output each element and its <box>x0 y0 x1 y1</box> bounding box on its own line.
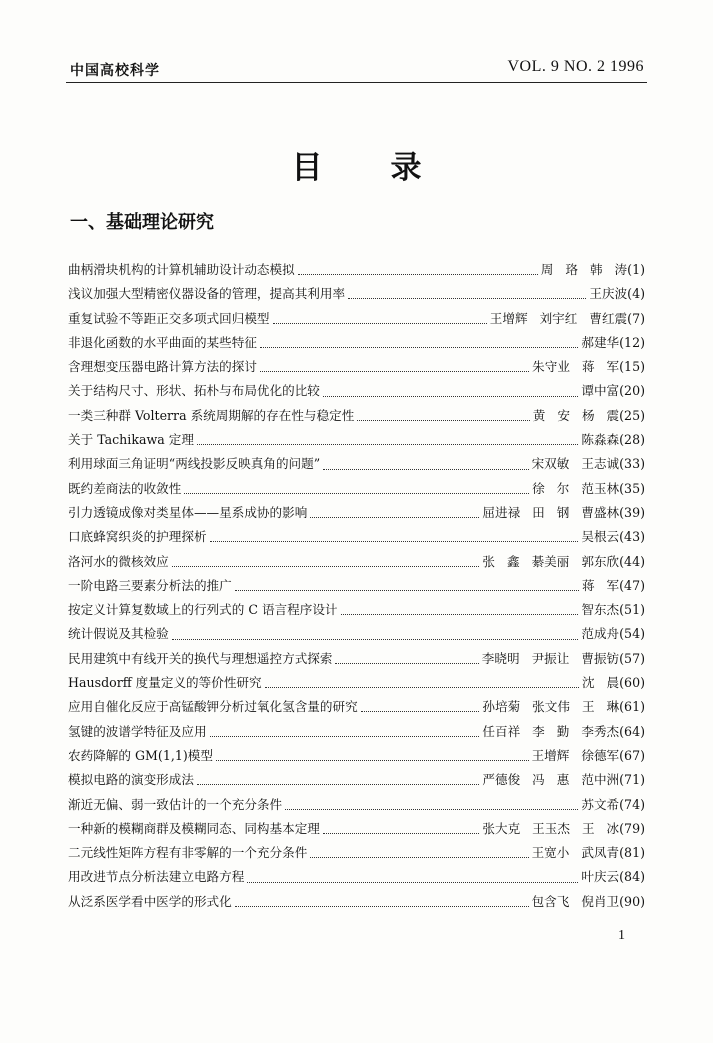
toc-entry-page: (57) <box>619 650 645 666</box>
toc-leader-dots <box>285 808 578 810</box>
toc-entry-authors: 周 珞 韩 涛 <box>540 262 628 277</box>
toc-entry-page: (35) <box>619 480 645 496</box>
toc-entry-authors: 张 鑫 綦美丽 郭东欣 <box>482 553 620 569</box>
toc-entry <box>68 696 645 720</box>
toc-entry <box>68 648 645 672</box>
toc-leader-dots <box>348 297 586 299</box>
toc-entry-title: 统计假说及其检验 <box>68 626 169 642</box>
toc-leader-dots <box>341 613 579 615</box>
toc-leader-dots <box>323 395 578 397</box>
toc-entry-authors: 任百祥 李 勤 李秀杰 <box>482 723 620 739</box>
toc-entry-authors: 屈进禄 田 钢 曹盛林 <box>482 504 620 520</box>
toc-entry <box>68 283 645 307</box>
toc-entry-page: (33) <box>619 456 645 472</box>
toc-entry-title: 二元线性矩阵方程有非零解的一个充分条件 <box>68 845 308 861</box>
toc-entry-page: (12) <box>619 334 645 350</box>
toc-entry-page: (43) <box>619 529 645 545</box>
page-title: 目录 <box>291 150 490 186</box>
toc-entry <box>68 866 645 890</box>
toc-leader-dots <box>361 710 480 712</box>
toc-entry-page: (4) <box>627 286 645 302</box>
toc-leader-dots <box>184 492 529 494</box>
toc-leader-dots <box>210 735 480 737</box>
toc-entry-page: (44) <box>619 553 645 569</box>
toc-entry <box>68 721 645 745</box>
toc-entry-authors: 王宽小 武凤青 <box>531 845 620 861</box>
toc-leader-dots <box>210 540 579 542</box>
toc-entry-page: (74) <box>619 796 645 812</box>
toc-entry-page: (51) <box>619 602 645 618</box>
toc-entry-authors: 范成舟 <box>581 626 620 642</box>
toc-entry-page: (25) <box>619 407 645 423</box>
toc-entry-page: (79) <box>619 820 645 836</box>
toc-leader-dots <box>298 273 538 275</box>
toc-entry-authors: 包含飞 倪肖卫 <box>531 893 620 909</box>
toc-entry <box>68 526 645 550</box>
toc-entry-page: (1) <box>627 262 645 277</box>
toc-leader-dots <box>247 881 578 883</box>
toc-entry-title: 非退化函数的水平曲面的某些特征 <box>68 334 257 350</box>
toc-entry-authors: 王增辉 徐德军 <box>531 747 620 763</box>
toc-entry <box>68 891 645 915</box>
toc-entry-page: (15) <box>619 359 645 375</box>
journal-name: 中国高校科学 <box>70 63 160 79</box>
toc-entry-page: (64) <box>619 723 645 739</box>
toc-entry-authors: 张大克 王玉杰 王 冰 <box>482 820 620 836</box>
toc-entry-page: (54) <box>619 626 645 642</box>
toc-entry-title: 曲柄滑块机构的计算机辅助设计动态模拟 <box>68 262 295 277</box>
toc-entry <box>68 599 645 623</box>
toc-entry-page: (67) <box>619 747 645 763</box>
toc-leader-dots <box>335 662 478 664</box>
toc-entry-authors: 陈淼森 <box>581 432 620 448</box>
toc-entry <box>68 769 645 793</box>
toc-entry-title: 一阶电路三要素分析法的推广 <box>68 577 232 593</box>
toc-entry-page: (60) <box>619 675 645 691</box>
toc-entry <box>68 478 645 502</box>
toc-entry-page: (61) <box>619 699 645 715</box>
toc-entry-title: 利用球面三角证明“两线投影反映真角的问题” <box>68 456 321 472</box>
toc-entry-title: 从泛系医学看中医学的形式化 <box>68 893 232 909</box>
toc-entry-page: (39) <box>619 504 645 520</box>
toc-entry-title: 既约差商法的收敛性 <box>68 480 182 496</box>
toc-entry-title: 含理想变压器电路计算方法的探讨 <box>68 359 257 375</box>
toc-entry <box>68 575 645 599</box>
toc-entry-authors: 谭中富 <box>581 383 620 399</box>
toc-entry-page: (84) <box>619 869 645 885</box>
toc-entry-authors: 黄 安 杨 震 <box>532 407 620 423</box>
toc-entry-title: 一类三种群 Volterra 系统周期解的存在性与稳定性 <box>68 407 355 423</box>
toc-entry <box>68 453 645 477</box>
toc-entry-page: (47) <box>619 577 645 593</box>
toc-entry-page: (81) <box>619 845 645 861</box>
toc-entry <box>68 308 645 332</box>
toc-entry-authors: 王庆波 <box>589 286 628 302</box>
toc-entry-authors: 智东杰 <box>581 602 620 618</box>
toc-entry-authors: 宋双敏 王志诚 <box>531 456 620 472</box>
toc-entry <box>68 502 645 526</box>
toc-entry-authors: 王增辉 刘宇红 曹红震 <box>489 310 628 326</box>
toc-entry-title: 应用自催化反应于高锰酸钾分析过氧化氢含量的研究 <box>68 699 358 715</box>
toc-entry-title: 农药降解的 GM(1,1)模型 <box>68 747 213 763</box>
toc-leader-dots <box>197 783 479 785</box>
toc-entry-title: 浅议加强大型精密仪器设备的管理，提高其利用率 <box>68 286 346 302</box>
toc-entry-authors: 叶庆云 <box>581 869 620 885</box>
table-of-contents <box>68 259 645 915</box>
toc-entry-page: (71) <box>619 772 645 788</box>
toc-entry-title: 洛河水的微核效应 <box>68 553 169 569</box>
toc-leader-dots <box>216 759 529 761</box>
toc-entry-title: 口底蜂窝织炎的护理探析 <box>68 529 207 545</box>
toc-entry <box>68 356 645 380</box>
toc-entry <box>68 405 645 429</box>
toc-entry-title: 民用建筑中有线开关的换代与理想遥控方式探索 <box>68 650 333 666</box>
toc-entry-title: 关于结构尺寸、形状、拓朴与布局优化的比较 <box>68 383 320 399</box>
toc-leader-dots <box>265 686 579 688</box>
toc-entry-title: 引力透镜成像对类星体——星系成协的影响 <box>68 504 308 520</box>
toc-entry-authors: 李晓明 尹振让 曹振钫 <box>481 650 620 666</box>
toc-entry-page: (7) <box>627 310 645 326</box>
toc-entry <box>68 672 645 696</box>
toc-entry-title: 氢键的波谱学特征及应用 <box>68 723 207 739</box>
toc-entry-authors: 徐 尔 范玉林 <box>532 480 620 496</box>
toc-entry-authors: 蒋 军 <box>581 577 620 593</box>
toc-leader-dots <box>235 589 579 591</box>
toc-entry-title: 按定义计算复数域上的行列式的 C 语言程序设计 <box>68 602 338 618</box>
toc-entry <box>68 380 645 404</box>
toc-entry-authors: 孙培菊 张文伟 王 琳 <box>482 699 620 715</box>
header-divider <box>66 82 647 83</box>
toc-entry-title: 一种新的模糊商群及模糊同态、同构基本定理 <box>68 820 320 836</box>
toc-entry-title: 渐近无偏、弱一致估计的一个充分条件 <box>68 796 283 812</box>
toc-entry-authors: 沈 晨 <box>581 675 620 691</box>
toc-leader-dots <box>260 346 578 348</box>
toc-leader-dots <box>172 638 579 640</box>
toc-entry <box>68 818 645 842</box>
toc-leader-dots <box>310 856 528 858</box>
toc-entry-title: 重复试验不等距正交多项式回归模型 <box>68 310 270 326</box>
toc-entry-authors: 严德俊 冯 惠 范中洲 <box>482 772 620 788</box>
toc-entry <box>68 842 645 866</box>
toc-entry-title: 用改进节点分析法建立电路方程 <box>68 869 245 885</box>
page-number: 1 <box>618 928 625 943</box>
toc-entry <box>68 259 645 283</box>
toc-entry <box>68 551 645 575</box>
toc-leader-dots <box>235 905 529 907</box>
section-heading: 一、基础理论研究 <box>70 212 214 233</box>
toc-leader-dots <box>323 832 480 834</box>
toc-leader-dots <box>357 419 529 421</box>
toc-leader-dots <box>323 468 528 470</box>
toc-entry-title: Hausdorff 度量定义的等价性研究 <box>68 675 262 691</box>
toc-entry <box>68 794 645 818</box>
toc-entry <box>68 429 645 453</box>
toc-leader-dots <box>310 516 479 518</box>
toc-entry-authors: 朱守业 蒋 军 <box>532 359 620 375</box>
toc-entry <box>68 623 645 647</box>
toc-entry-authors: 苏文希 <box>581 796 620 812</box>
toc-entry-authors: 吴根云 <box>581 529 620 545</box>
toc-entry-title: 模拟电路的演变形成法 <box>68 772 194 788</box>
toc-entry-page: (28) <box>619 432 645 448</box>
toc-entry-page: (20) <box>619 383 645 399</box>
toc-entry-title: 关于 Tachikawa 定理 <box>68 432 194 448</box>
toc-leader-dots <box>197 443 578 445</box>
toc-entry <box>68 745 645 769</box>
toc-entry-page: (90) <box>619 893 645 909</box>
toc-entry-authors: 郝建华 <box>581 334 620 350</box>
toc-leader-dots <box>260 370 529 372</box>
issue-info: VOL. 9 NO. 2 1996 <box>507 58 644 75</box>
toc-leader-dots <box>172 565 480 567</box>
toc-leader-dots <box>273 322 487 324</box>
toc-entry <box>68 332 645 356</box>
